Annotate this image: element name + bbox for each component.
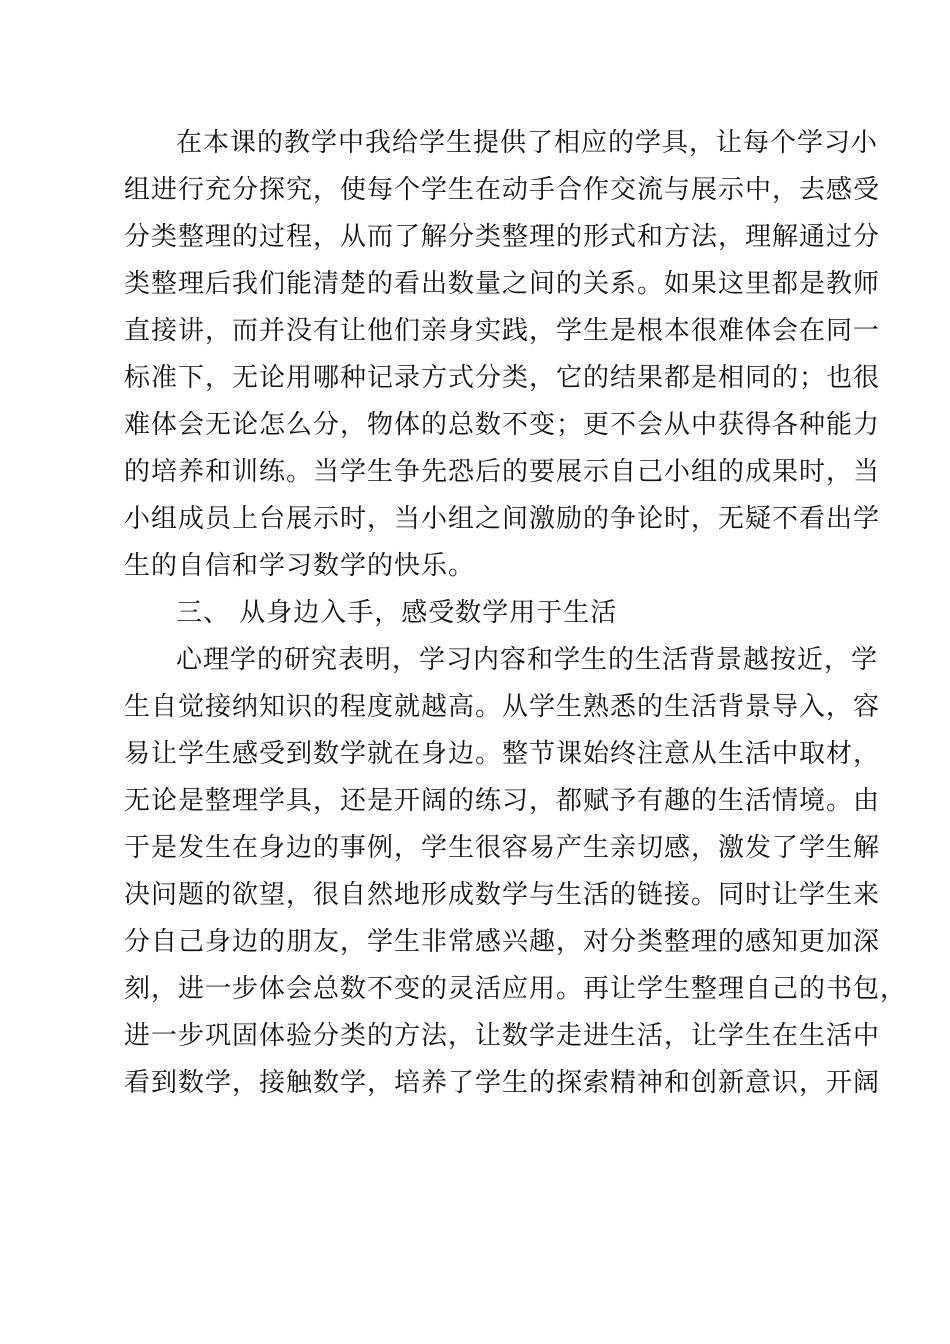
text-line: 组进行充分探究，使每个学生在动手合作交流与展示中，去感受 [124,175,881,205]
body-text [124,120,908,1107]
text-line: 类整理后我们能清楚的看出数量之间的关系。如果这里都是教师 [124,269,881,299]
text-line: 分类整理的过程，从而了解分类整理的形式和方法，理解通过分 [124,222,881,252]
text-line: 标准下，无论用哪种记录方式分类，它的结果都是相同的；也很 [124,363,881,393]
text-line: 的培养和训练。当学生争先恐后的要展示自己小组的成果时，当 [124,457,881,487]
text-line: 看到数学，接触数学，培养了学生的探索精神和创新意识，开阔 [124,1068,881,1098]
text-line: 心理学的研究表明，学习内容和学生的生活背景越按近，学 [176,645,879,675]
text-line: 决问题的欲望，很自然地形成数学与生活的链接。同时让学生来 [124,880,881,910]
text-line: 小组成员上台展示时，当小组之间激励的争论时，无疑不看出学 [124,504,881,534]
text-line: 难体会无论怎么分，物体的总数不变；更不会从中获得各种能力 [124,410,881,440]
section-heading: 三、 从身边入手，感受数学用于生活 [176,598,618,628]
text-line: 刻，进一步体会总数不变的灵活应用。再让学生整理自己的书包， [124,974,908,1004]
text-line: 于是发生在身边的事例，学生很容易产生亲切感，激发了学生解 [124,833,881,863]
text-line: 无论是整理学具，还是开阔的练习，都赋予有趣的生活情境。由 [124,786,881,816]
text-line: 分自己身边的朋友，学生非常感兴趣，对分类整理的感知更加深 [124,927,881,957]
text-line: 生自觉接纳知识的程度就越高。从学生熟悉的生活背景导入，容 [124,692,881,722]
text-line: 易让学生感受到数学就在身边。整节课始终注意从生活中取材， [124,739,881,769]
text-line: 生的自信和学习数学的快乐。 [124,551,476,581]
text-line: 直接讲，而并没有让他们亲身实践，学生是根本很难体会在同一 [124,316,881,346]
text-line: 进一步巩固体验分类的方法，让数学走进生活，让学生在生活中 [124,1021,881,1051]
text-line: 在本课的教学中我给学生提供了相应的学具，让每个学习小 [176,128,879,158]
